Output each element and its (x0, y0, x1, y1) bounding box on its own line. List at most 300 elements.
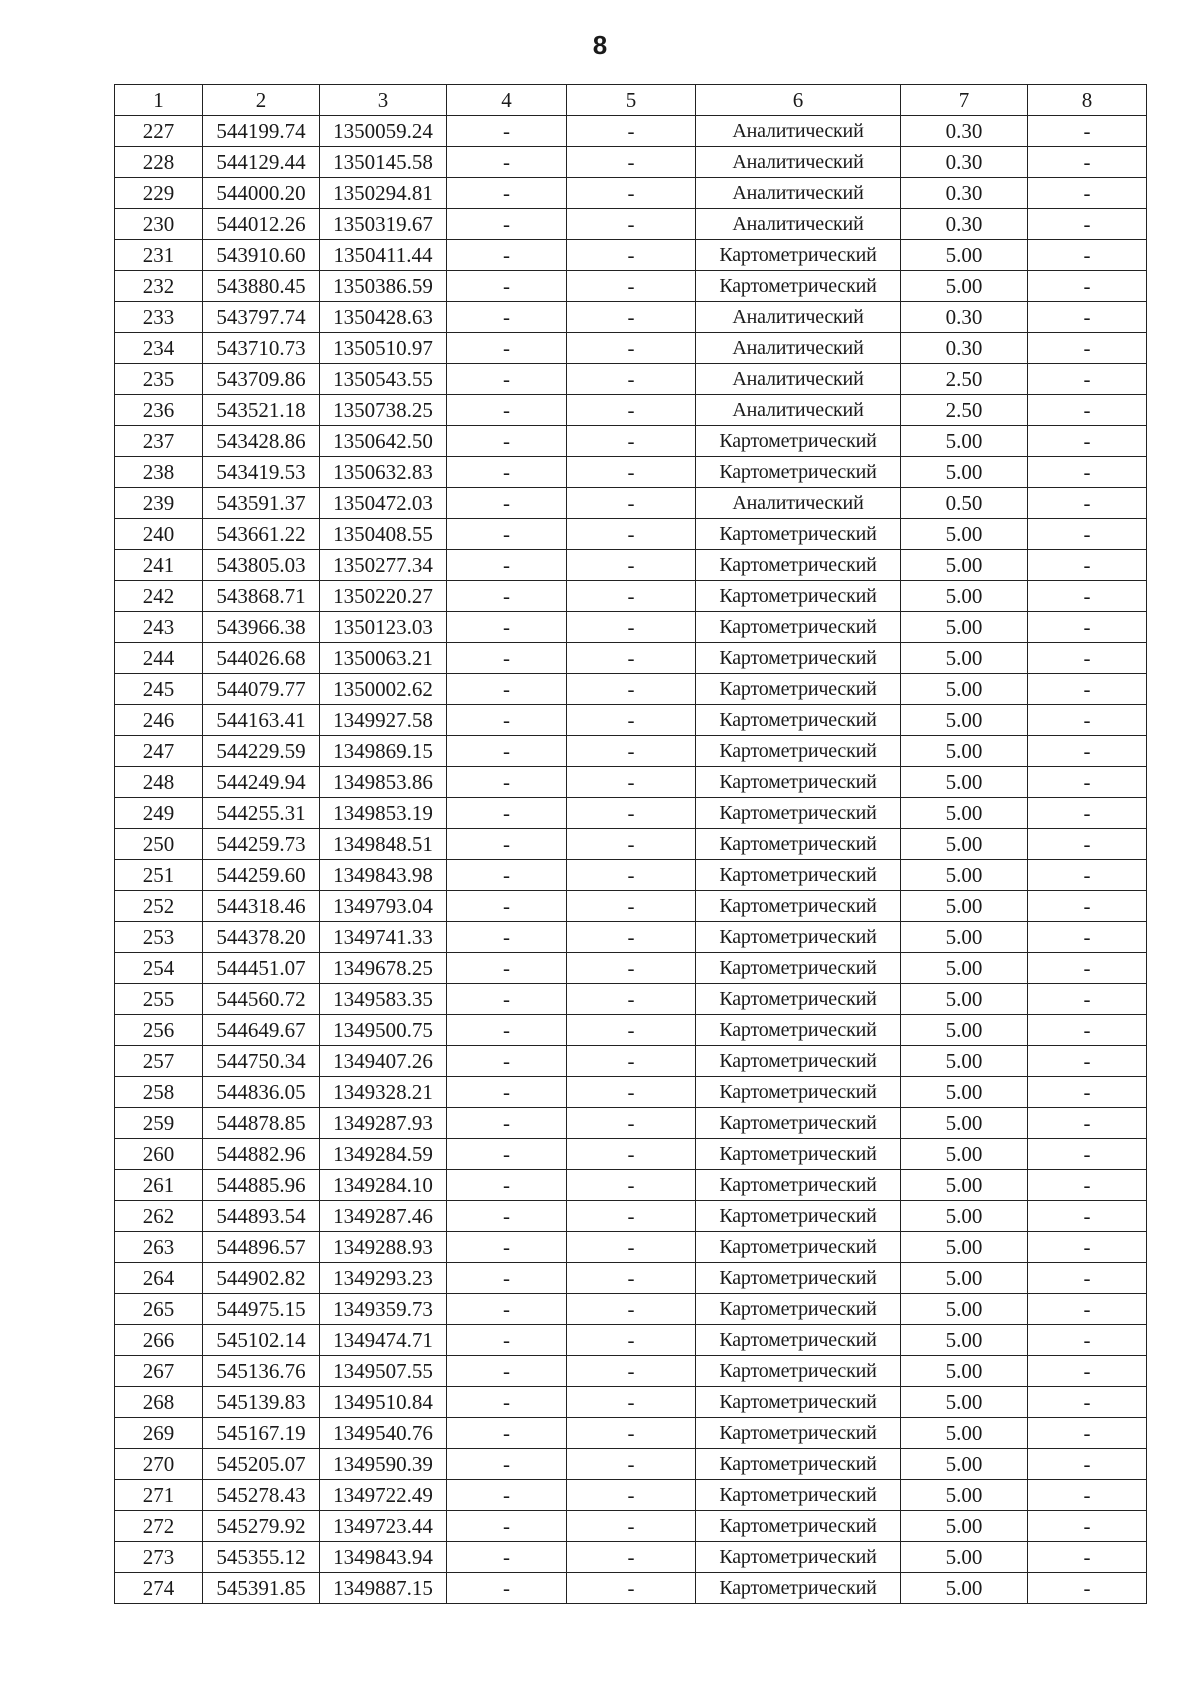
point-number-cell: 259 (115, 1108, 203, 1139)
col5-cell: - (567, 178, 696, 209)
table-row (115, 1015, 1147, 1046)
col8-cell: - (1028, 364, 1147, 395)
col5-cell: - (567, 1108, 696, 1139)
accuracy-cell: 5.00 (901, 1511, 1028, 1542)
method-cell: Картометрический (696, 581, 901, 612)
table-row (115, 767, 1147, 798)
accuracy-cell: 5.00 (901, 1542, 1028, 1573)
col8-cell: - (1028, 147, 1147, 178)
x-coordinate-cell: 544249.94 (203, 767, 320, 798)
y-coordinate-cell: 1349500.75 (320, 1015, 447, 1046)
table-row (115, 581, 1147, 612)
col5-cell: - (567, 1263, 696, 1294)
col8-cell: - (1028, 1077, 1147, 1108)
col4-cell: - (447, 1232, 567, 1263)
col4-cell: - (447, 1139, 567, 1170)
point-number-cell: 232 (115, 271, 203, 302)
col4-cell: - (447, 147, 567, 178)
col4-cell: - (447, 860, 567, 891)
accuracy-cell: 5.00 (901, 674, 1028, 705)
point-number-cell: 227 (115, 116, 203, 147)
col5-cell: - (567, 271, 696, 302)
col4-cell: - (447, 457, 567, 488)
col4-cell: - (447, 674, 567, 705)
col5-cell: - (567, 643, 696, 674)
col8-cell: - (1028, 240, 1147, 271)
point-number-cell: 236 (115, 395, 203, 426)
col8-cell: - (1028, 1201, 1147, 1232)
table-row (115, 488, 1147, 519)
x-coordinate-cell: 543966.38 (203, 612, 320, 643)
accuracy-cell: 5.00 (901, 271, 1028, 302)
x-coordinate-cell: 543661.22 (203, 519, 320, 550)
table-row (115, 147, 1147, 178)
y-coordinate-cell: 1349474.71 (320, 1325, 447, 1356)
table-row (115, 891, 1147, 922)
col8-cell: - (1028, 519, 1147, 550)
y-coordinate-cell: 1350123.03 (320, 612, 447, 643)
col4-cell: - (447, 333, 567, 364)
method-cell: Картометрический (696, 1077, 901, 1108)
col8-cell: - (1028, 116, 1147, 147)
method-cell: Картометрический (696, 457, 901, 488)
col4-cell: - (447, 1511, 567, 1542)
x-coordinate-cell: 543428.86 (203, 426, 320, 457)
point-number-cell: 235 (115, 364, 203, 395)
x-coordinate-cell: 544026.68 (203, 643, 320, 674)
y-coordinate-cell: 1349723.44 (320, 1511, 447, 1542)
method-cell: Картометрический (696, 1573, 901, 1604)
point-number-cell: 229 (115, 178, 203, 209)
accuracy-cell: 5.00 (901, 891, 1028, 922)
page-number: 8 (592, 30, 608, 60)
y-coordinate-cell: 1350220.27 (320, 581, 447, 612)
table-row (115, 178, 1147, 209)
accuracy-cell: 5.00 (901, 922, 1028, 953)
table-row (115, 1046, 1147, 1077)
col5-cell: - (567, 488, 696, 519)
accuracy-cell: 5.00 (901, 426, 1028, 457)
col8-cell: - (1028, 1387, 1147, 1418)
x-coordinate-cell: 545205.07 (203, 1449, 320, 1480)
col5-cell: - (567, 922, 696, 953)
x-coordinate-cell: 543797.74 (203, 302, 320, 333)
method-cell: Картометрический (696, 1387, 901, 1418)
method-cell: Аналитический (696, 116, 901, 147)
x-coordinate-cell: 543709.86 (203, 364, 320, 395)
point-number-cell: 228 (115, 147, 203, 178)
accuracy-cell: 0.30 (901, 116, 1028, 147)
method-cell: Аналитический (696, 364, 901, 395)
x-coordinate-cell: 544975.15 (203, 1294, 320, 1325)
col5-cell: - (567, 209, 696, 240)
method-cell: Картометрический (696, 1201, 901, 1232)
col5-cell: - (567, 705, 696, 736)
col4-cell: - (447, 922, 567, 953)
y-coordinate-cell: 1349741.33 (320, 922, 447, 953)
point-number-cell: 272 (115, 1511, 203, 1542)
point-number-cell: 263 (115, 1232, 203, 1263)
table-row (115, 116, 1147, 147)
col5-cell: - (567, 1542, 696, 1573)
col4-cell: - (447, 1294, 567, 1325)
col4-cell: - (447, 1077, 567, 1108)
method-cell: Аналитический (696, 395, 901, 426)
col8-cell: - (1028, 891, 1147, 922)
col4-cell: - (447, 1201, 567, 1232)
table-row (115, 1511, 1147, 1542)
accuracy-cell: 5.00 (901, 1263, 1028, 1294)
accuracy-cell: 0.30 (901, 147, 1028, 178)
table-row (115, 1356, 1147, 1387)
col5-cell: - (567, 612, 696, 643)
col8-cell: - (1028, 1449, 1147, 1480)
point-number-cell: 239 (115, 488, 203, 519)
table-row (115, 1387, 1147, 1418)
point-number-cell: 274 (115, 1573, 203, 1604)
x-coordinate-cell: 544259.60 (203, 860, 320, 891)
point-number-cell: 240 (115, 519, 203, 550)
col5-cell: - (567, 736, 696, 767)
col4-cell: - (447, 736, 567, 767)
point-number-cell: 269 (115, 1418, 203, 1449)
table-row (115, 643, 1147, 674)
point-number-cell: 245 (115, 674, 203, 705)
point-number-cell: 237 (115, 426, 203, 457)
x-coordinate-cell: 544079.77 (203, 674, 320, 705)
accuracy-cell: 5.00 (901, 1015, 1028, 1046)
point-number-cell: 260 (115, 1139, 203, 1170)
y-coordinate-cell: 1349843.94 (320, 1542, 447, 1573)
col5-cell: - (567, 116, 696, 147)
y-coordinate-cell: 1349887.15 (320, 1573, 447, 1604)
table-row (115, 364, 1147, 395)
y-coordinate-cell: 1349590.39 (320, 1449, 447, 1480)
method-cell: Картометрический (696, 953, 901, 984)
col5-cell: - (567, 333, 696, 364)
column-header: 5 (567, 85, 696, 116)
column-header: 2 (203, 85, 320, 116)
accuracy-cell: 5.00 (901, 798, 1028, 829)
table-row (115, 333, 1147, 364)
table-row (115, 550, 1147, 581)
accuracy-cell: 5.00 (901, 1325, 1028, 1356)
x-coordinate-cell: 544882.96 (203, 1139, 320, 1170)
col4-cell: - (447, 798, 567, 829)
point-number-cell: 271 (115, 1480, 203, 1511)
column-header: 4 (447, 85, 567, 116)
table-row (115, 519, 1147, 550)
col8-cell: - (1028, 705, 1147, 736)
col8-cell: - (1028, 488, 1147, 519)
col5-cell: - (567, 550, 696, 581)
accuracy-cell: 2.50 (901, 395, 1028, 426)
x-coordinate-cell: 545136.76 (203, 1356, 320, 1387)
col8-cell: - (1028, 333, 1147, 364)
accuracy-cell: 5.00 (901, 1449, 1028, 1480)
accuracy-cell: 5.00 (901, 1170, 1028, 1201)
y-coordinate-cell: 1349284.10 (320, 1170, 447, 1201)
x-coordinate-cell: 544896.57 (203, 1232, 320, 1263)
x-coordinate-cell: 544878.85 (203, 1108, 320, 1139)
method-cell: Аналитический (696, 209, 901, 240)
col8-cell: - (1028, 767, 1147, 798)
method-cell: Картометрический (696, 1418, 901, 1449)
point-number-cell: 234 (115, 333, 203, 364)
point-number-cell: 250 (115, 829, 203, 860)
x-coordinate-cell: 543710.73 (203, 333, 320, 364)
col5-cell: - (567, 1232, 696, 1263)
method-cell: Картометрический (696, 643, 901, 674)
col4-cell: - (447, 519, 567, 550)
table-row (115, 953, 1147, 984)
col4-cell: - (447, 1170, 567, 1201)
x-coordinate-cell: 544378.20 (203, 922, 320, 953)
coordinates-table (114, 84, 1147, 1604)
method-cell: Картометрический (696, 1232, 901, 1263)
y-coordinate-cell: 1349510.84 (320, 1387, 447, 1418)
y-coordinate-cell: 1349359.73 (320, 1294, 447, 1325)
col8-cell: - (1028, 1015, 1147, 1046)
x-coordinate-cell: 543591.37 (203, 488, 320, 519)
table-row (115, 1108, 1147, 1139)
col8-cell: - (1028, 457, 1147, 488)
table-row (115, 829, 1147, 860)
y-coordinate-cell: 1350145.58 (320, 147, 447, 178)
header-row (115, 85, 1147, 116)
x-coordinate-cell: 544259.73 (203, 829, 320, 860)
method-cell: Картометрический (696, 705, 901, 736)
x-coordinate-cell: 544649.67 (203, 1015, 320, 1046)
method-cell: Картометрический (696, 550, 901, 581)
accuracy-cell: 5.00 (901, 829, 1028, 860)
accuracy-cell: 5.00 (901, 1139, 1028, 1170)
y-coordinate-cell: 1350319.67 (320, 209, 447, 240)
y-coordinate-cell: 1349722.49 (320, 1480, 447, 1511)
x-coordinate-cell: 544836.05 (203, 1077, 320, 1108)
accuracy-cell: 5.00 (901, 240, 1028, 271)
table-row (115, 1325, 1147, 1356)
accuracy-cell: 5.00 (901, 1232, 1028, 1263)
method-cell: Картометрический (696, 1511, 901, 1542)
table-row (115, 302, 1147, 333)
x-coordinate-cell: 544129.44 (203, 147, 320, 178)
point-number-cell: 256 (115, 1015, 203, 1046)
col8-cell: - (1028, 581, 1147, 612)
point-number-cell: 264 (115, 1263, 203, 1294)
point-number-cell: 238 (115, 457, 203, 488)
col4-cell: - (447, 767, 567, 798)
col5-cell: - (567, 1480, 696, 1511)
y-coordinate-cell: 1350642.50 (320, 426, 447, 457)
col5-cell: - (567, 1511, 696, 1542)
y-coordinate-cell: 1349583.35 (320, 984, 447, 1015)
col5-cell: - (567, 891, 696, 922)
col5-cell: - (567, 1573, 696, 1604)
col8-cell: - (1028, 426, 1147, 457)
col5-cell: - (567, 1015, 696, 1046)
table-row (115, 1170, 1147, 1201)
col4-cell: - (447, 705, 567, 736)
y-coordinate-cell: 1350059.24 (320, 116, 447, 147)
col8-cell: - (1028, 302, 1147, 333)
x-coordinate-cell: 545355.12 (203, 1542, 320, 1573)
method-cell: Картометрический (696, 984, 901, 1015)
col4-cell: - (447, 1325, 567, 1356)
col4-cell: - (447, 953, 567, 984)
table-row (115, 271, 1147, 302)
col8-cell: - (1028, 674, 1147, 705)
col8-cell: - (1028, 1356, 1147, 1387)
y-coordinate-cell: 1349869.15 (320, 736, 447, 767)
col8-cell: - (1028, 1542, 1147, 1573)
y-coordinate-cell: 1350510.97 (320, 333, 447, 364)
col4-cell: - (447, 1418, 567, 1449)
point-number-cell: 254 (115, 953, 203, 984)
x-coordinate-cell: 544000.20 (203, 178, 320, 209)
table-row (115, 240, 1147, 271)
x-coordinate-cell: 543868.71 (203, 581, 320, 612)
col8-cell: - (1028, 1263, 1147, 1294)
col5-cell: - (567, 395, 696, 426)
column-header: 7 (901, 85, 1028, 116)
col8-cell: - (1028, 1108, 1147, 1139)
y-coordinate-cell: 1350632.83 (320, 457, 447, 488)
col4-cell: - (447, 271, 567, 302)
col8-cell: - (1028, 1573, 1147, 1604)
method-cell: Картометрический (696, 736, 901, 767)
col8-cell: - (1028, 643, 1147, 674)
method-cell: Картометрический (696, 922, 901, 953)
table-row (115, 674, 1147, 705)
point-number-cell: 266 (115, 1325, 203, 1356)
y-coordinate-cell: 1349287.46 (320, 1201, 447, 1232)
accuracy-cell: 5.00 (901, 612, 1028, 643)
method-cell: Картометрический (696, 426, 901, 457)
y-coordinate-cell: 1350411.44 (320, 240, 447, 271)
point-number-cell: 262 (115, 1201, 203, 1232)
y-coordinate-cell: 1350738.25 (320, 395, 447, 426)
col5-cell: - (567, 426, 696, 457)
y-coordinate-cell: 1349288.93 (320, 1232, 447, 1263)
col8-cell: - (1028, 1046, 1147, 1077)
col5-cell: - (567, 519, 696, 550)
col8-cell: - (1028, 922, 1147, 953)
col4-cell: - (447, 1015, 567, 1046)
y-coordinate-cell: 1349407.26 (320, 1046, 447, 1077)
x-coordinate-cell: 544318.46 (203, 891, 320, 922)
table-row (115, 984, 1147, 1015)
col5-cell: - (567, 674, 696, 705)
col4-cell: - (447, 612, 567, 643)
x-coordinate-cell: 544893.54 (203, 1201, 320, 1232)
method-cell: Картометрический (696, 1046, 901, 1077)
accuracy-cell: 0.30 (901, 333, 1028, 364)
col5-cell: - (567, 1387, 696, 1418)
method-cell: Картометрический (696, 829, 901, 860)
col8-cell: - (1028, 1480, 1147, 1511)
x-coordinate-cell: 544750.34 (203, 1046, 320, 1077)
x-coordinate-cell: 544885.96 (203, 1170, 320, 1201)
point-number-cell: 243 (115, 612, 203, 643)
table-header (115, 85, 1147, 116)
col5-cell: - (567, 1356, 696, 1387)
col4-cell: - (447, 240, 567, 271)
y-coordinate-cell: 1349287.93 (320, 1108, 447, 1139)
y-coordinate-cell: 1350002.62 (320, 674, 447, 705)
x-coordinate-cell: 545279.92 (203, 1511, 320, 1542)
col8-cell: - (1028, 1294, 1147, 1325)
point-number-cell: 258 (115, 1077, 203, 1108)
x-coordinate-cell: 544255.31 (203, 798, 320, 829)
col4-cell: - (447, 1542, 567, 1573)
point-number-cell: 246 (115, 705, 203, 736)
accuracy-cell: 2.50 (901, 364, 1028, 395)
col4-cell: - (447, 829, 567, 860)
point-number-cell: 251 (115, 860, 203, 891)
col4-cell: - (447, 178, 567, 209)
col8-cell: - (1028, 1232, 1147, 1263)
y-coordinate-cell: 1350428.63 (320, 302, 447, 333)
col8-cell: - (1028, 271, 1147, 302)
method-cell: Картометрический (696, 271, 901, 302)
column-header: 1 (115, 85, 203, 116)
col4-cell: - (447, 302, 567, 333)
table-body (115, 116, 1147, 1604)
table-row (115, 736, 1147, 767)
col8-cell: - (1028, 1418, 1147, 1449)
accuracy-cell: 5.00 (901, 860, 1028, 891)
method-cell: Картометрический (696, 798, 901, 829)
method-cell: Картометрический (696, 1263, 901, 1294)
point-number-cell: 233 (115, 302, 203, 333)
table-row (115, 798, 1147, 829)
table-row (115, 1139, 1147, 1170)
col4-cell: - (447, 643, 567, 674)
col5-cell: - (567, 581, 696, 612)
method-cell: Картометрический (696, 767, 901, 798)
col8-cell: - (1028, 736, 1147, 767)
col4-cell: - (447, 1449, 567, 1480)
method-cell: Картометрический (696, 1449, 901, 1480)
y-coordinate-cell: 1350063.21 (320, 643, 447, 674)
method-cell: Картометрический (696, 1170, 901, 1201)
point-number-cell: 270 (115, 1449, 203, 1480)
col8-cell: - (1028, 1139, 1147, 1170)
y-coordinate-cell: 1350408.55 (320, 519, 447, 550)
point-number-cell: 255 (115, 984, 203, 1015)
accuracy-cell: 5.00 (901, 1480, 1028, 1511)
col8-cell: - (1028, 550, 1147, 581)
y-coordinate-cell: 1350277.34 (320, 550, 447, 581)
accuracy-cell: 0.30 (901, 302, 1028, 333)
table-row (115, 705, 1147, 736)
y-coordinate-cell: 1349843.98 (320, 860, 447, 891)
table-row (115, 1542, 1147, 1573)
accuracy-cell: 5.00 (901, 457, 1028, 488)
x-coordinate-cell: 544229.59 (203, 736, 320, 767)
y-coordinate-cell: 1349328.21 (320, 1077, 447, 1108)
table-row (115, 1232, 1147, 1263)
table-row (115, 395, 1147, 426)
point-number-cell: 247 (115, 736, 203, 767)
col5-cell: - (567, 767, 696, 798)
accuracy-cell: 5.00 (901, 1108, 1028, 1139)
method-cell: Картометрический (696, 860, 901, 891)
point-number-cell: 252 (115, 891, 203, 922)
y-coordinate-cell: 1350294.81 (320, 178, 447, 209)
method-cell: Картометрический (696, 1542, 901, 1573)
